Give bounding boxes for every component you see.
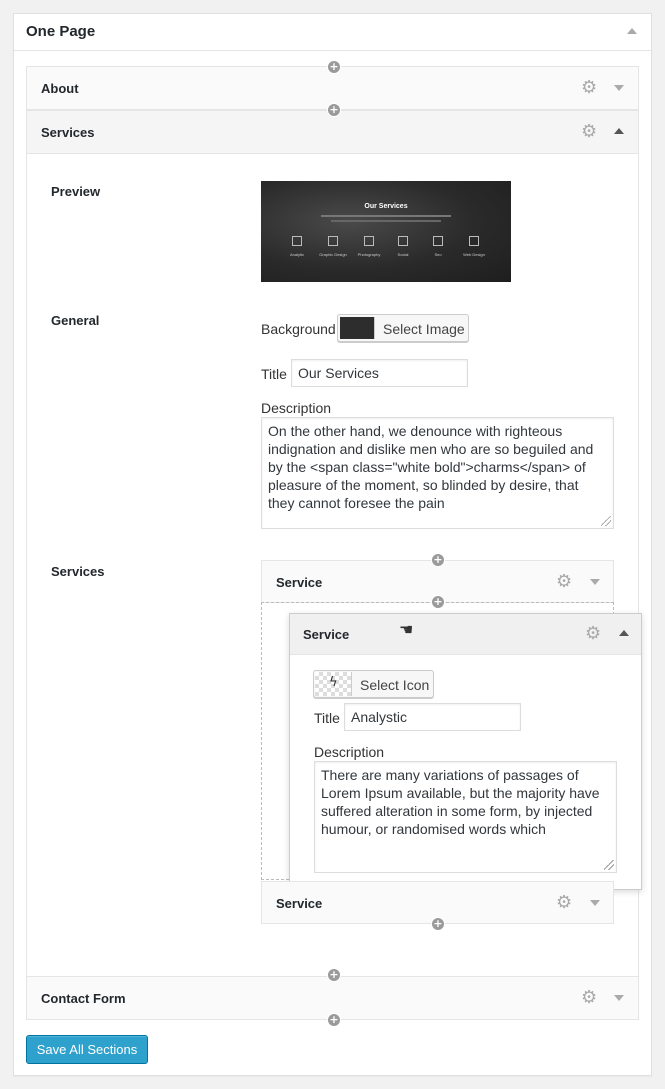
add-service-plus-icon[interactable]: +: [431, 917, 445, 931]
services-gear-icon[interactable]: ⚙: [581, 121, 598, 142]
select-icon-label: Select Icon: [360, 677, 430, 693]
services-preview-image: [261, 181, 511, 282]
description-label: Description: [261, 400, 332, 416]
contact-gear-icon[interactable]: ⚙: [581, 987, 598, 1008]
preview-item: Graphic Design: [319, 252, 347, 257]
about-expand-icon[interactable]: [614, 85, 624, 91]
bolt-icon: ϟ: [329, 675, 338, 690]
service-gear-icon[interactable]: ⚙: [556, 571, 573, 592]
service-item-title: Service: [276, 575, 323, 590]
add-section-plus-icon[interactable]: +: [327, 103, 341, 117]
preview-item: Seo: [434, 252, 442, 257]
contact-expand-icon[interactable]: [614, 995, 624, 1001]
dragging-service-title: Service: [303, 627, 350, 642]
dragging-service-gear-icon[interactable]: ⚙: [585, 623, 602, 644]
section-services-title: Services: [41, 125, 95, 140]
select-image-button[interactable]: [337, 314, 469, 342]
services-label: Services: [51, 564, 105, 579]
dragging-service-collapse-icon[interactable]: [619, 630, 629, 636]
panel-title: One Page: [26, 23, 96, 40]
title-input[interactable]: [291, 359, 468, 387]
service-item-title: Service: [276, 896, 323, 911]
section-contact-title: Contact Form: [41, 991, 126, 1006]
service-title-label: Title: [314, 710, 340, 726]
service-title-input[interactable]: [344, 703, 521, 731]
preview-icon: [292, 236, 302, 246]
preview-icon: [398, 236, 408, 246]
save-all-sections-button[interactable]: Save All Sections: [26, 1035, 148, 1064]
resize-handle[interactable]: [604, 860, 614, 870]
title-label: Title: [261, 366, 287, 382]
preview-icon: [433, 236, 443, 246]
preview-text-line: [321, 215, 451, 217]
service-expand-icon[interactable]: [590, 579, 600, 585]
service-gear-icon[interactable]: ⚙: [556, 892, 573, 913]
select-image-label: Select Image: [383, 321, 465, 337]
select-icon-button[interactable]: [313, 670, 434, 698]
icon-thumbnail: [315, 672, 352, 696]
preview-icon: [364, 236, 374, 246]
services-collapse-icon[interactable]: [614, 128, 624, 134]
description-textarea[interactable]: [261, 417, 614, 529]
preview-item: Photography: [357, 252, 381, 257]
add-section-plus-icon[interactable]: +: [327, 60, 341, 74]
hand-cursor-icon: ☚: [399, 620, 414, 639]
background-label: Background: [261, 321, 336, 337]
description-text: On the other hand, we denounce with righteous indignation and dislike men who are so beguiled and by the <span class="white bold">charms</span> of pleasure of the moment, so blinded by desire, that they cannot foresee the pain: [268, 423, 594, 511]
panel-divider: [14, 50, 651, 51]
add-service-plus-icon[interactable]: +: [431, 553, 445, 567]
preview-item: Web Design: [463, 252, 485, 257]
service-description-label: Description: [314, 744, 385, 760]
background-thumbnail: [340, 317, 375, 339]
preview-item: Analytic: [289, 252, 304, 257]
preview-icon: [469, 236, 479, 246]
add-section-plus-icon[interactable]: +: [327, 968, 341, 982]
about-gear-icon[interactable]: ⚙: [581, 77, 598, 98]
service-description-textarea[interactable]: [314, 761, 617, 873]
preview-label: Preview: [51, 184, 101, 199]
general-label: General: [51, 313, 100, 328]
preview-item: Social: [397, 252, 409, 257]
service-expand-icon[interactable]: [590, 900, 600, 906]
add-service-plus-icon[interactable]: +: [431, 595, 445, 609]
section-about-title: About: [41, 81, 79, 96]
preview-icon: [328, 236, 338, 246]
resize-handle[interactable]: [601, 516, 611, 526]
panel-collapse-icon[interactable]: [627, 28, 637, 34]
add-section-plus-icon[interactable]: +: [327, 1013, 341, 1027]
service-description-text: There are many variations of passages of Lorem Ipsum available, but the majority have suffered alteration in some form, by injected humour, or randomised words which: [321, 767, 600, 837]
preview-text-line: [331, 220, 441, 222]
preview-heading: Our Services: [364, 203, 408, 210]
